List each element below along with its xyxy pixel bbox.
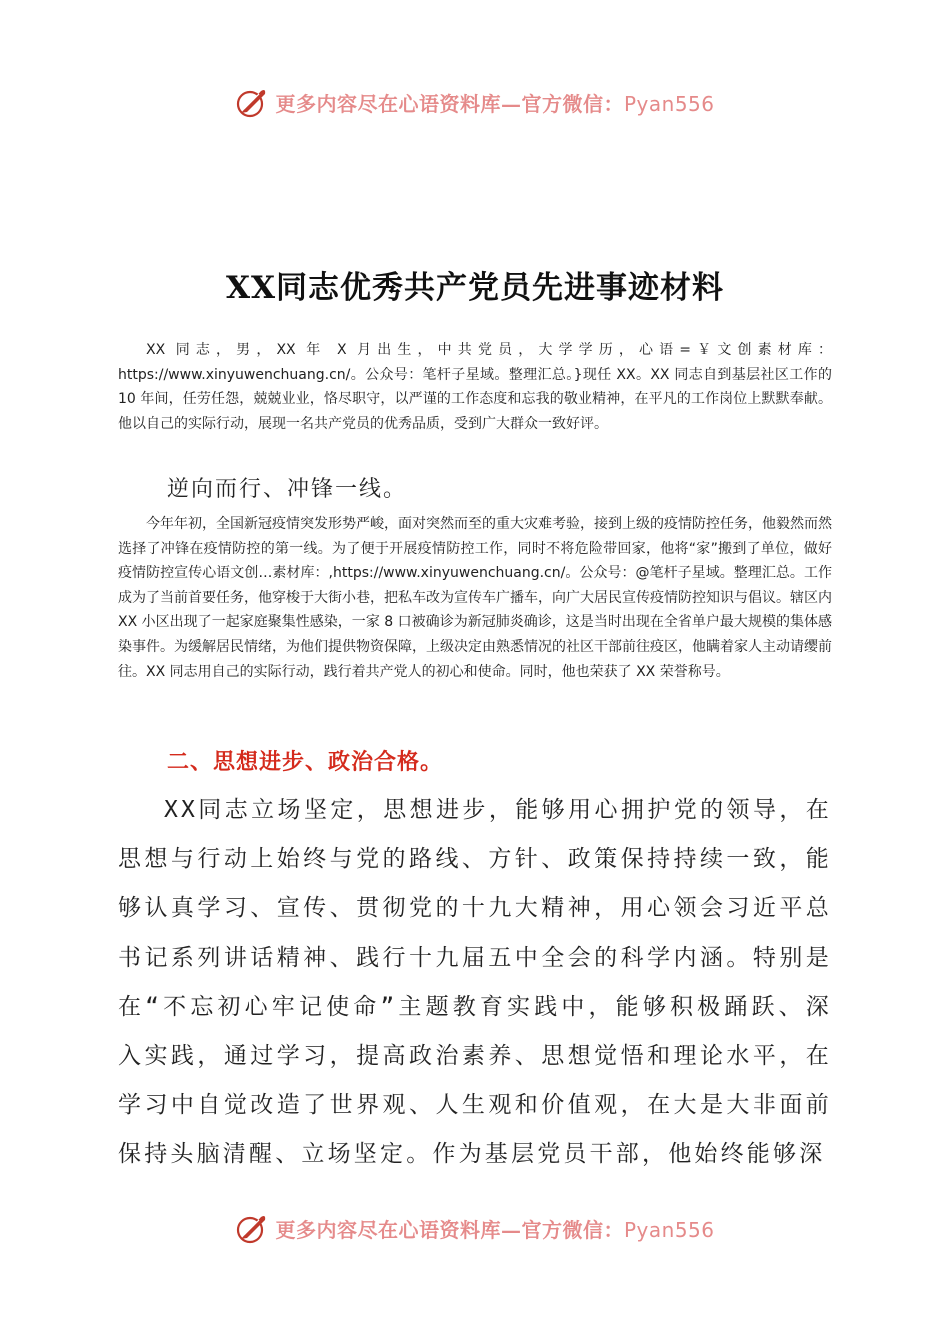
section1-paragraph: 今年年初，全国新冠疫情突发形势严峻，面对突然而至的重大灾难考验，接到上级的疫情防控任务，他毅然而然选择了冲锋在疫情防控的第一线。为了便于开展疫情防控工作，同时不将危险带回家，他将“家”搬到了单位，做好疫情防控宣传心语文创…素材库：,https://www.xinyuwenchuang.cn/。公众号：@笔杆子星域。整理汇总。工作成为了当前首要任务，他穿梭于大街小巷，把私车改为宣传车广播车，向广大居民宣传疫情防控知识与倡议。辖区内 XX 小区出现了一起家庭聚集性感染，一家 8 口被确诊为新冠肺炎确诊，这是当时出现在全省单户最大规模的集体感染事件。为缓解居民情绪，为他们提供物资保障，上级决定由熟悉情况的社区干部前往疫区，他瞒着家人主动请缨前往。XX 同志用自己的实际行动，践行着共产党人的初心和使命。同时，他也荣获了 XX 荣誉称号。	[118, 516, 832, 680]
banner-text	[275, 88, 714, 117]
banner-slogan: 更多内容尽在心语资料库—官方微信：	[275, 1217, 624, 1242]
section2-heading: 二、思想进步、政治合格。	[167, 750, 444, 775]
quill-pen-logo-icon	[235, 85, 269, 119]
section1-heading: 逆向而行、冲锋一线。	[167, 477, 408, 502]
document-title: XX同志优秀共产党员先进事迹材料	[225, 270, 725, 306]
header-banner	[0, 82, 950, 122]
quill-pen-logo-icon	[235, 1211, 269, 1245]
footer-banner	[0, 1208, 950, 1248]
intro-paragraph: XX 同志，男，XX 年 X 月出生，中共党员，大学学历，心语=￥文创素材库：https://www.xinyuwenchuang.cn/。公众号：笔杆子星域。整理汇总。}现任 XX。XX 同志自到基层社区工作的 10 年间，任劳任怨，兢兢业业，恪尽职守，以严谨的工作态度和忘我的敬业精神，在平凡的工作岗位上默默奉献。他以自己的实际行动，展现一名共产党员的优秀品质，受到广大群众一致好评。	[118, 342, 832, 432]
section2-paragraph: XX同志立场坚定，思想进步，能够用心拥护党的领导，在思想与行动上始终与党的路线、方针、政策保持持续一致，能够认真学习、宣传、贯彻党的十九大精神，用心领会习近平总书记系列讲话精神、践行十九届五中全会的科学内涵。特别是在“不忘初心牢记使命”主题教育实践中，能够积极踊跃、深入实践，通过学习，提高政治素养、思想觉悟和理论水平，在学习中自觉改造了世界观、人生观和价值观，在大是大非面前保持头脑清醒、立场坚定。作为基层党员干部，他始终能够深	[118, 797, 832, 1168]
banner-slogan: 更多内容尽在心语资料库—官方微信：	[275, 91, 624, 116]
banner-text	[275, 1214, 714, 1243]
banner-wechat-id: Pyan556	[623, 1217, 715, 1242]
banner-wechat-id: Pyan556	[623, 91, 715, 116]
